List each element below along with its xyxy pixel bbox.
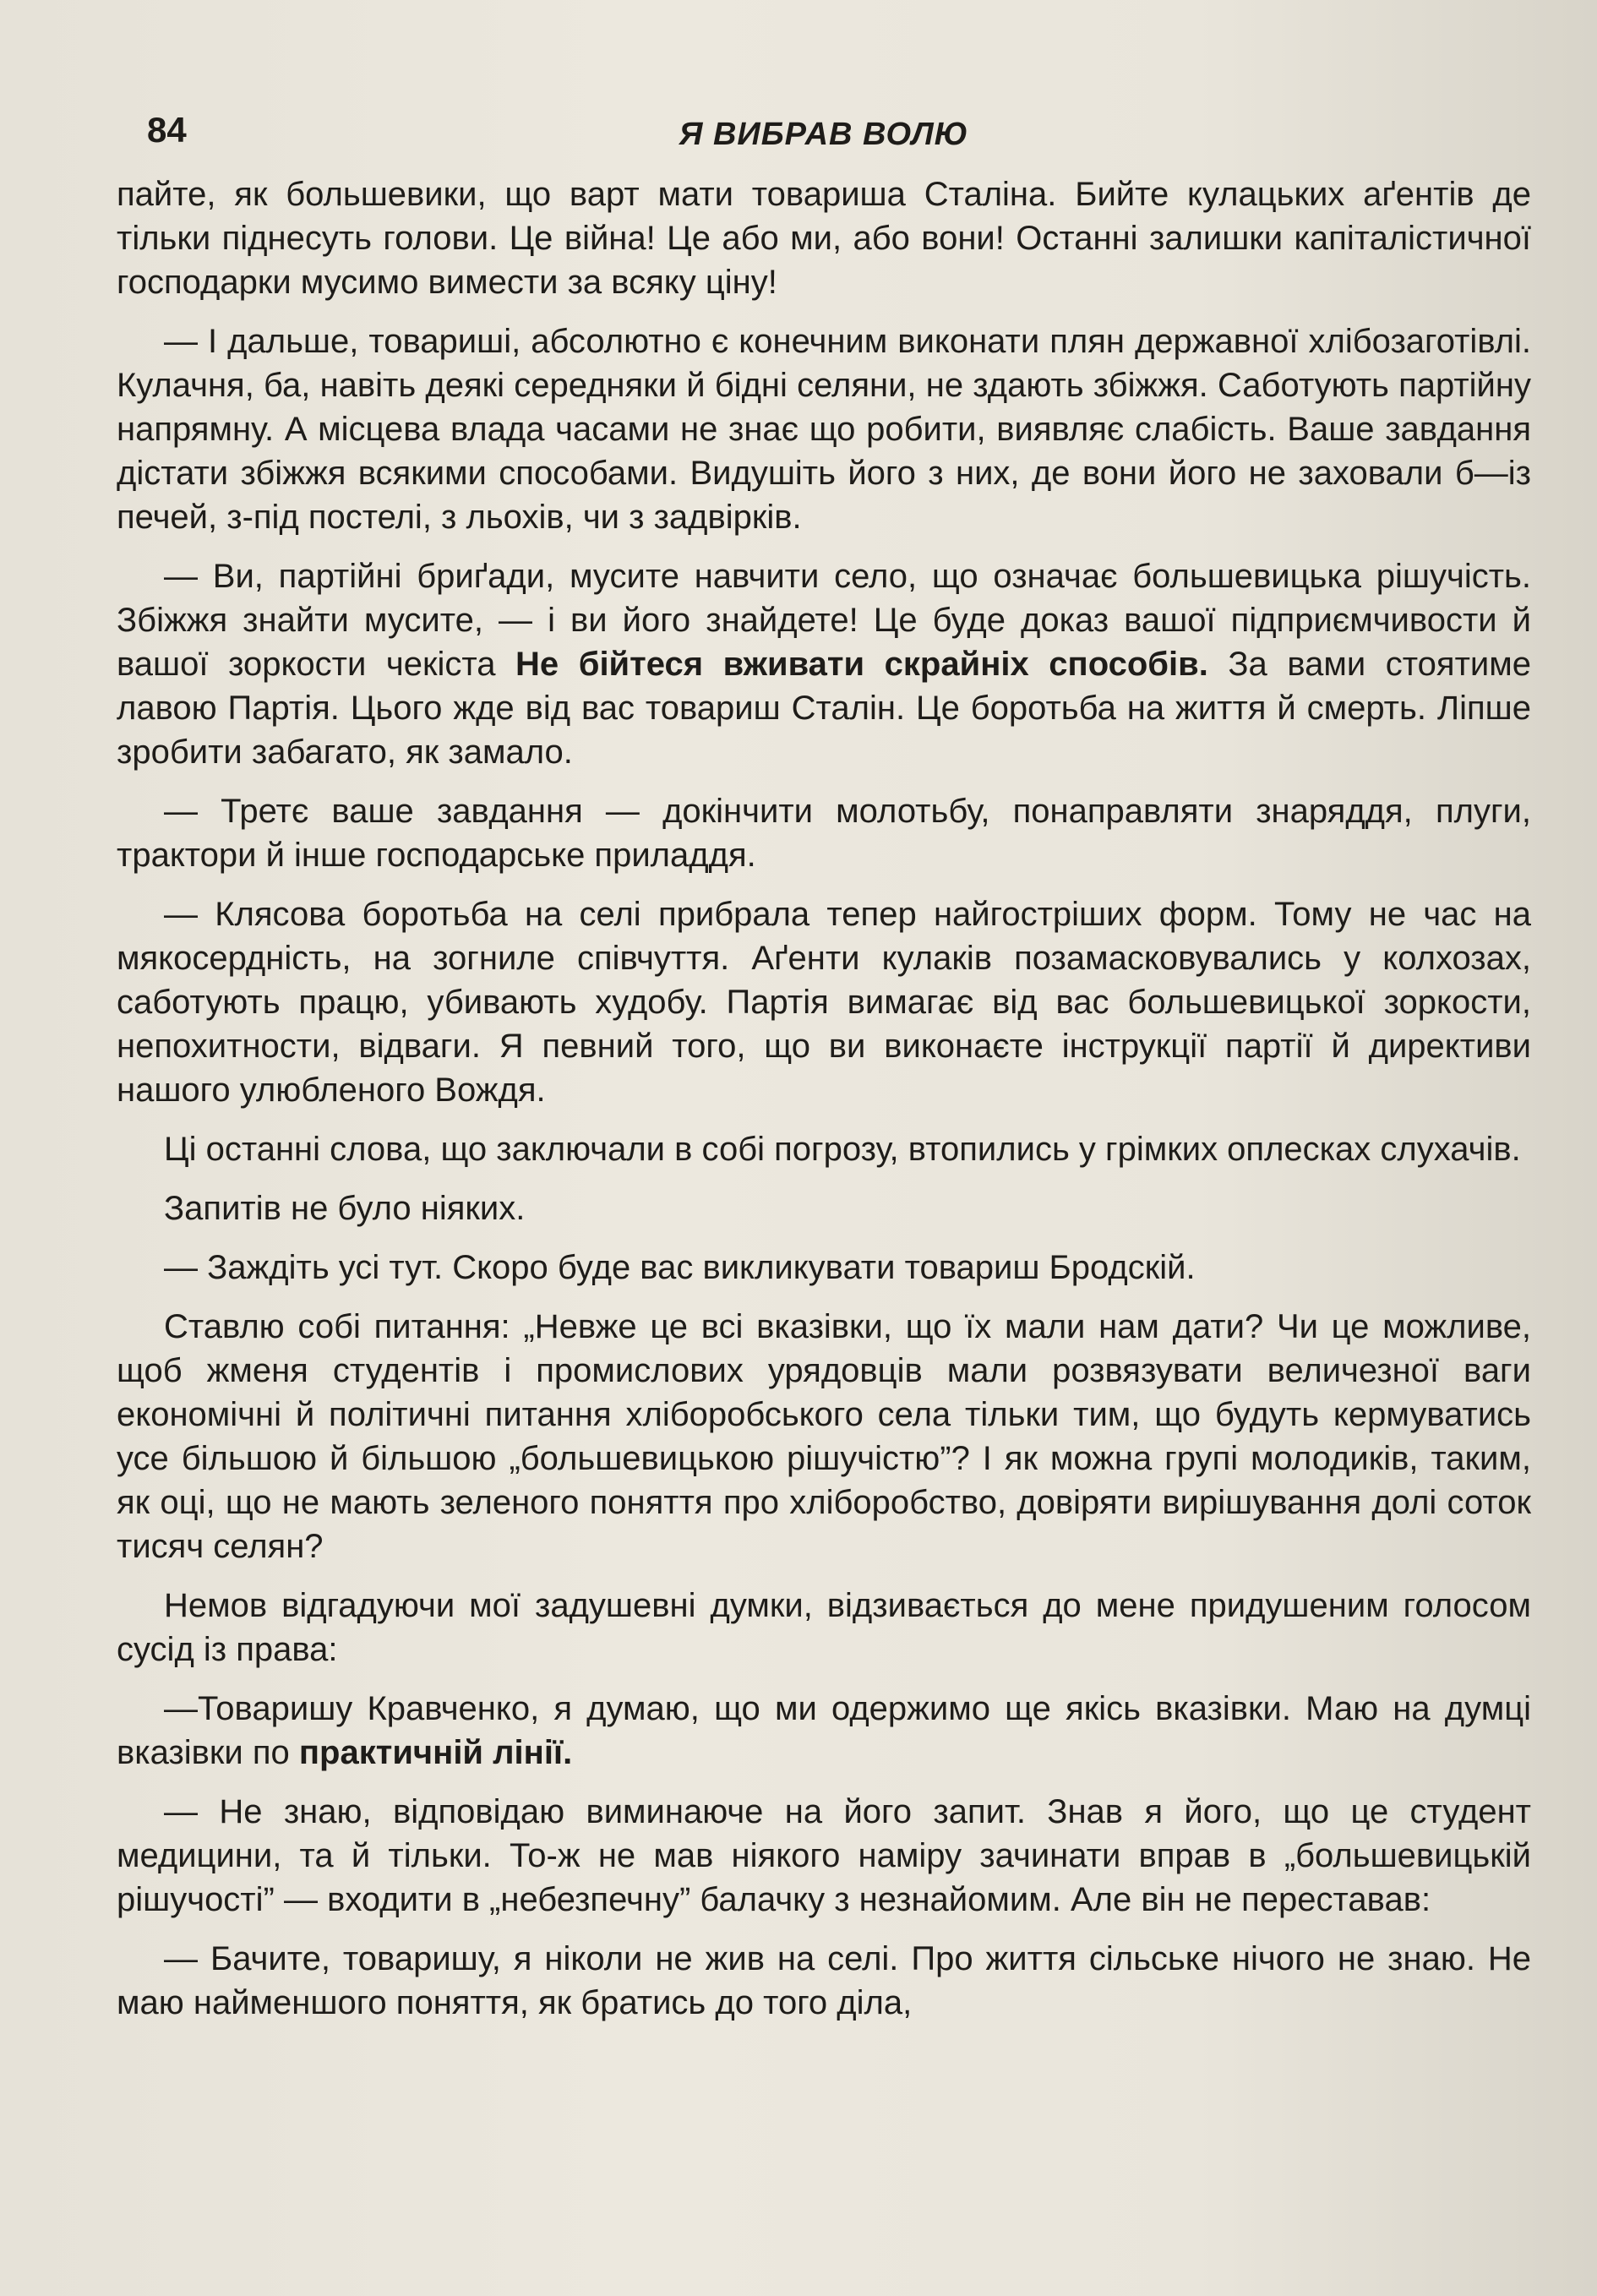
paragraph	[117, 1305, 1531, 1568]
text-segment: пайте, як большевики, що варт мати товариша Сталіна. Бийте кулацьких аґентів де тільки піднесуть голови. Це війна! Це або ми, або вони! Останні залишки капіталістичної господарки мусимо вимести за всяку ціну!	[117, 176, 1531, 301]
paragraph	[117, 892, 1531, 1112]
text-segment: Ці останні слова, що заключали в собі погрозу, втопились у грімких оплесках слухачів.	[164, 1131, 1521, 1168]
text-segment: — Не знаю, відповідаю виминаюче на його запит. Знав я його, що це студент медицини, та й тільки. То-ж не мав ніякого наміру зачинати вправ в „большевицькій рішучості” — входити в „небезпечну” балачку з незнайомим. Але він не переставав:	[117, 1793, 1531, 1918]
text-segment: — Третє ваше завдання — докінчити молотьбу, понаправляти знаряддя, плуги, трактори й інше господарське приладдя.	[117, 793, 1531, 874]
text-segment: —Товаришу Кравченко, я думаю, що ми одержимо ще якісь вказівки. Маю на думці вказівки по	[117, 1690, 1531, 1771]
paragraph	[117, 1584, 1531, 1672]
paragraph	[117, 319, 1531, 539]
paragraph	[117, 1186, 1531, 1230]
text-segment: — Бачите, товаришу, я ніколи не жив на селі. Про життя сільське нічого не знаю. Не маю найменшого поняття, як братись до того діла,	[117, 1940, 1531, 2021]
running-title: Я ВИБРАВ ВОЛЮ	[679, 117, 969, 152]
bold-text: практичній лінії.	[298, 1734, 573, 1771]
body-text	[117, 172, 1531, 2025]
page-number: 84	[147, 110, 187, 150]
paragraph	[117, 1687, 1531, 1775]
paragraph	[117, 1790, 1531, 1922]
text-segment: — Ви, партійні бриґади, мусите навчити село, що означає большевицька рішучість. Збіжжя знайти мусите, — і ви його знайдете! Це буде доказ вашої підприємчивости й вашої зоркости чекіста	[117, 558, 1531, 683]
paragraph	[117, 1937, 1531, 2025]
paragraph	[117, 789, 1531, 877]
bold-text: Не бійтеся вживати скрайніх способів.	[515, 646, 1208, 683]
text-segment: Немов відгадуючи мої задушевні думки, відзивається до мене придушеним голосом сусід із права:	[117, 1587, 1531, 1668]
text-segment: Ставлю собі питання: „Невже це всі вказівки, що їх мали нам дати? Чи це можливе, щоб жменя студентів і промислових урядовців мали розвязувати величезної ваги економічні й політичні питання хліборобського села тільки тим, що будуть кермуватись усе більшою й більшою „большевицькою рішучістю”? І як можна групі молодиків, таким, як оці, що не мають зеленого поняття про хліборобство, довіряти вирішування долі соток тисяч селян?	[117, 1308, 1531, 1565]
paragraph	[117, 172, 1531, 304]
text-segment: — Клясова боротьба на селі прибрала тепер найгостріших форм. Тому не час на мякосердність, на зогниле співчуття. Аґенти кулаків позамасковувались у колхозах, саботують працю, убивають худобу. Партія вимагає від вас большевицької зоркости, непохитности, відваги. Я певний того, що ви виконаєте інструкції партії й директиви нашого улюбленого Вождя.	[117, 896, 1531, 1109]
text-segment: — І дальше, товариші, абсолютно є конечним виконати плян державної хлібозаготівлі. Кулачня, ба, навіть деякі середняки й бідні селяни, не здають збіжжя. Саботують партійну напрямну. А місцева влада часами не знає що робити, виявляє слабість. Ваше завдання дістати збіжжя всякими способами. Видушіть його з них, де вони його не заховали б—із печей, з-під постелі, з льохів, чи з задвірків.	[117, 323, 1531, 536]
paragraph	[117, 554, 1531, 774]
paragraph	[117, 1127, 1531, 1171]
text-segment: — Заждіть усі тут. Скоро буде вас викликувати товариш Бродскій.	[164, 1249, 1196, 1286]
paragraph	[117, 1246, 1531, 1290]
text-segment: За вами стоятиме лавою Партія. Цього жде від вас товариш Сталін. Це боротьба на життя й смерть. Ліпше зробити забагато, як замало.	[117, 646, 1531, 771]
text-segment: Запитів не було ніяких.	[164, 1190, 526, 1227]
page-header	[117, 101, 1531, 172]
